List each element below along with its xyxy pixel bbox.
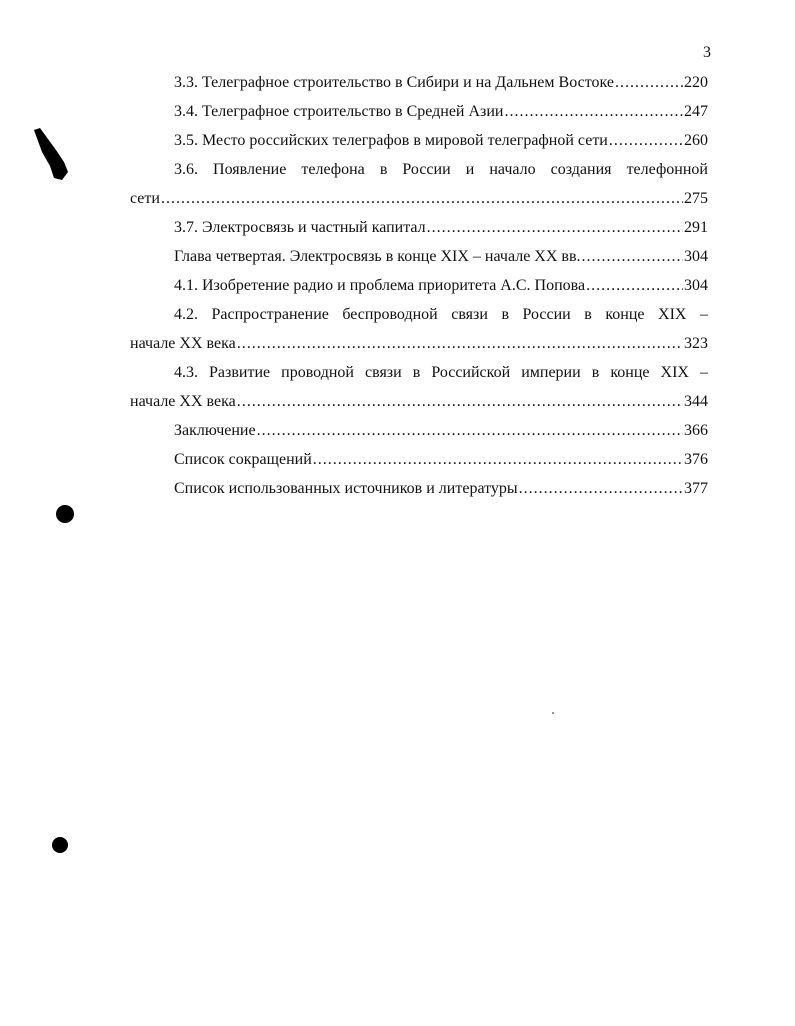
toc-entry	[130, 445, 708, 474]
toc-leader-dots	[582, 242, 683, 271]
toc-entry-page: 275	[684, 190, 708, 207]
toc-word: связи	[365, 364, 402, 381]
toc-leader-dots	[161, 184, 683, 213]
toc-word: –	[700, 364, 708, 381]
toc-entry-continuation	[130, 387, 708, 416]
binder-hole-bottom	[52, 837, 68, 853]
toc-entry-page: 247	[684, 103, 708, 120]
toc-entry-title: 3.4. Телеграфное строительство в Средней Азии	[174, 103, 504, 120]
toc-entry	[130, 97, 708, 126]
toc-entry-justified-line	[130, 300, 708, 329]
toc-word: XIX	[658, 306, 687, 323]
toc-entry	[130, 416, 708, 445]
toc-entry-continuation	[130, 329, 708, 358]
toc-entry-page: 304	[684, 248, 708, 265]
toc-entry-page: 377	[684, 480, 708, 497]
toc-word: XIX	[660, 364, 689, 381]
toc-word: связи	[451, 306, 488, 323]
toc-leader-dots	[615, 68, 683, 97]
table-of-contents	[130, 68, 708, 503]
toc-word: создания	[550, 161, 612, 178]
toc-word: и	[465, 161, 475, 178]
toc-entry-page: 260	[684, 132, 708, 149]
toc-entry-page: 344	[684, 393, 708, 410]
toc-word: 4.3.	[174, 364, 198, 381]
toc-entry	[130, 126, 708, 155]
toc-entry-title: Список сокращений	[174, 451, 312, 468]
toc-word: начало	[489, 161, 536, 178]
toc-entry-page: 323	[684, 335, 708, 352]
toc-word: –	[700, 306, 708, 323]
toc-entry-page: 366	[684, 422, 708, 439]
toc-word: Развитие	[209, 364, 271, 381]
toc-entry-page: 291	[684, 219, 708, 236]
toc-word: телефона	[301, 161, 365, 178]
toc-word: проводной	[281, 364, 354, 381]
toc-entry-title: 3.5. Место российских телеграфов в мировой телеграфной сети	[174, 132, 608, 149]
toc-leader-dots	[505, 97, 684, 126]
stray-mark	[552, 712, 554, 714]
toc-leader-dots	[427, 213, 683, 242]
toc-word: в	[379, 161, 388, 178]
toc-word: беспроводной	[342, 306, 438, 323]
toc-entry-title: сети	[130, 190, 160, 207]
toc-entry-title: Глава четвертая. Электросвязь в конце XIX – начале XX вв.	[174, 248, 581, 265]
toc-leader-dots	[313, 445, 683, 474]
toc-word: Появление	[213, 161, 287, 178]
toc-entry-justified-line	[130, 155, 708, 184]
toc-word: Российской	[431, 364, 511, 381]
toc-entry	[130, 271, 708, 300]
page-number: 3	[703, 44, 711, 61]
toc-leader-dots	[586, 271, 683, 300]
toc-entry-title: начале XX века	[130, 335, 236, 352]
toc-entry-justified-line	[130, 358, 708, 387]
toc-entry-page: 376	[684, 451, 708, 468]
toc-word: в	[412, 364, 421, 381]
toc-word: Распространение	[211, 306, 329, 323]
toc-leader-dots	[237, 329, 683, 358]
toc-entry-title: 4.1. Изобретение радио и проблема приоритета А.С. Попова	[174, 277, 586, 294]
toc-entry-title: Список использованных источников и литературы	[174, 480, 518, 497]
toc-entry-page: 220	[684, 74, 708, 91]
toc-word: в	[591, 364, 600, 381]
toc-leader-dots	[237, 387, 683, 416]
binder-hole-middle	[56, 505, 74, 523]
toc-word: в	[501, 306, 509, 323]
toc-leader-dots	[519, 474, 683, 503]
toc-entry-title: начале XX века	[130, 393, 236, 410]
toc-word: конце	[605, 306, 645, 323]
toc-entry-title: 3.7. Электросвязь и частный капитал	[174, 219, 426, 236]
toc-entry-page: 304	[684, 277, 708, 294]
toc-entry	[130, 242, 708, 271]
toc-word: телефонной	[626, 161, 708, 178]
ink-blot-top	[30, 126, 74, 182]
toc-word: 4.2.	[174, 306, 198, 323]
toc-word: 3.6.	[174, 161, 198, 178]
toc-word: России	[402, 161, 451, 178]
toc-leader-dots	[257, 416, 683, 445]
toc-entry	[130, 474, 708, 503]
toc-leader-dots	[609, 126, 683, 155]
toc-word: империи	[521, 364, 581, 381]
toc-entry	[130, 68, 708, 97]
toc-entry-continuation	[130, 184, 708, 213]
toc-entry	[130, 213, 708, 242]
toc-entry-title: 3.3. Телеграфное строительство в Сибири и на Дальнем Востоке	[174, 74, 614, 91]
toc-entry-title: Заключение	[174, 422, 256, 439]
toc-word: конце	[610, 364, 650, 381]
toc-word: в	[584, 306, 592, 323]
toc-word: России	[522, 306, 571, 323]
